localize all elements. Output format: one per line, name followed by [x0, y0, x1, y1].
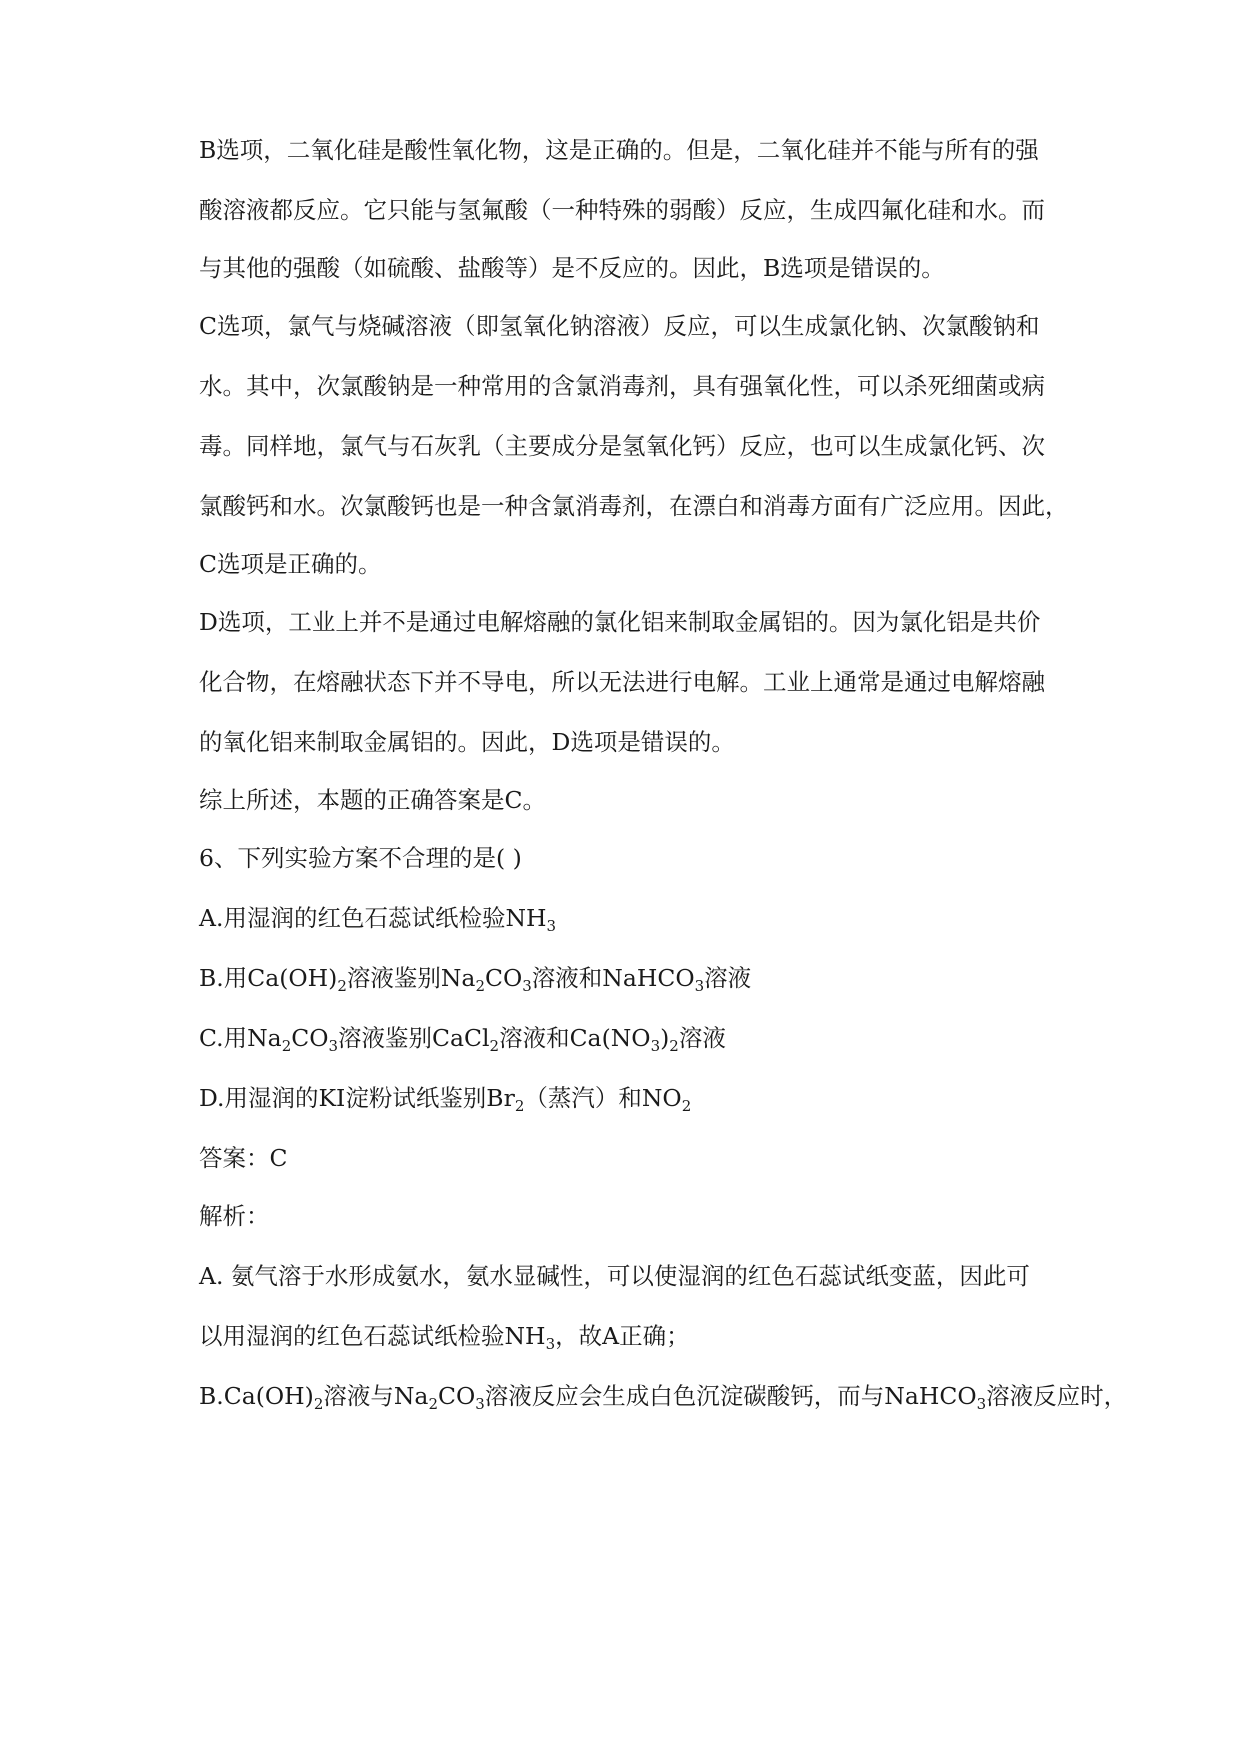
b-explain-line-3: 与其他的强酸（如硫酸、盐酸等）是不反应的。因此，B选项是错误的。: [199, 254, 945, 282]
c-explain-line-4: 氯酸钙和水。次氯酸钙也是一种含氯消毒剂，在漂白和消毒方面有广泛应用。因此，: [199, 492, 1069, 520]
question-6: 6、下列实验方案不合理的是( ): [199, 844, 522, 872]
d-explain-line-2: 化合物，在熔融状态下并不导电，所以无法进行电解。工业上通常是通过电解熔融: [199, 668, 1045, 696]
analysis-label: 解析：: [199, 1202, 270, 1230]
b-explain-line-1: B选项，二氧化硅是酸性氧化物，这是正确的。但是，二氧化硅并不能与所有的强: [199, 136, 1039, 164]
option-a: A.用湿润的红色石蕊试纸检验$NH_3$: [199, 904, 557, 935]
analysis-a-line-1: A. 氨气溶于水形成氨水，氨水显碱性，可以使湿润的红色石蕊试纸变蓝，因此可: [199, 1262, 1030, 1290]
d-explain-line-3: 的氧化铝来制取金属铝的。因此，D选项是错误的。: [199, 728, 735, 756]
analysis-a-line-2: 以用湿润的红色石蕊试纸检验$NH_3$，故A正确；: [199, 1322, 690, 1353]
c-explain-line-3: 毒。同样地，氯气与石灰乳（主要成分是氢氧化钙）反应，也可以生成氯化钙、次: [199, 432, 1045, 460]
answer: 答案：C: [199, 1144, 288, 1172]
analysis-b-line-1: $B.Ca(OH)_2$溶液与$Na_2CO_3$溶液反应会生成白色沉淀碳酸钙，而与NaHCO$_3$溶液反应时，: [199, 1382, 1128, 1413]
c-explain-line-1: C选项，氯气与烧碱溶液（即氢氧化钠溶液）反应，可以生成氯化钠、次氯酸钠和: [199, 312, 1040, 340]
c-explain-line-5: C选项是正确的。: [199, 550, 382, 578]
summary: 综上所述，本题的正确答案是C。: [199, 786, 546, 814]
option-c: C.用$Na_2CO_3$溶液鉴别CaCl$_2$溶液和$Ca(NO_3)_2$溶液: [199, 1024, 726, 1055]
option-d: D.用湿润的KI淀粉试纸鉴别$Br_2$（蒸汽）和$NO_2$: [199, 1084, 692, 1115]
c-explain-line-2: 水。其中，次氯酸钠是一种常用的含氯消毒剂，具有强氧化性，可以杀死细菌或病: [199, 372, 1045, 400]
option-b: B.用$Ca(OH)_2$溶液鉴别$Na_2CO_3$溶液和NaHCO$_3$溶液: [199, 964, 752, 995]
d-explain-line-1: D选项，工业上并不是通过电解熔融的氯化铝来制取金属铝的。因为氯化铝是共价: [199, 608, 1041, 636]
b-explain-line-2: 酸溶液都反应。它只能与氢氟酸（一种特殊的弱酸）反应，生成四氟化硅和水。而: [199, 196, 1045, 224]
